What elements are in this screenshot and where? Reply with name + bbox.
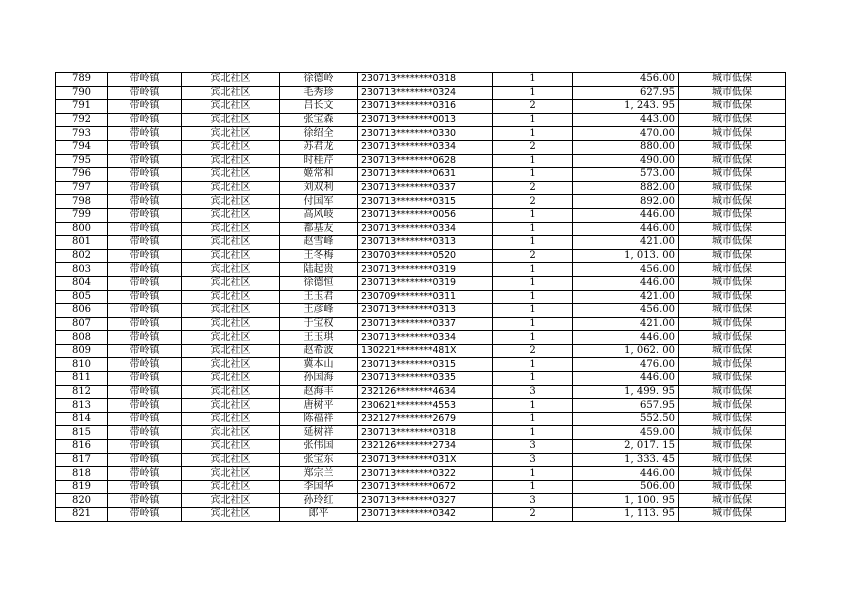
town-cell: 带岭镇 <box>108 358 182 372</box>
row-number-cell: 815 <box>56 426 108 440</box>
table-row <box>56 222 786 236</box>
amount-cell: 506.00 <box>573 480 679 494</box>
id-number-cell: 230713********0324 <box>358 86 493 100</box>
town-cell: 带岭镇 <box>108 304 182 318</box>
household-size-cell: 1 <box>493 467 573 481</box>
table-row <box>56 195 786 209</box>
assistance-type-cell: 城市低保 <box>679 73 786 87</box>
town-cell: 带岭镇 <box>108 73 182 87</box>
amount-cell: 456.00 <box>573 263 679 277</box>
community-cell: 宾北社区 <box>182 494 280 508</box>
name-cell: 刘双利 <box>280 181 358 195</box>
town-cell: 带岭镇 <box>108 480 182 494</box>
town-cell: 带岭镇 <box>108 249 182 263</box>
assistance-type-cell: 城市低保 <box>679 140 786 154</box>
assistance-type-cell: 城市低保 <box>679 331 786 345</box>
assistance-type-cell: 城市低保 <box>679 412 786 426</box>
name-cell: 张伟国 <box>280 440 358 454</box>
name-cell: 李国华 <box>280 480 358 494</box>
assistance-type-cell: 城市低保 <box>679 208 786 222</box>
household-size-cell: 2 <box>493 344 573 358</box>
name-cell: 孙国海 <box>280 372 358 386</box>
amount-cell: 573.00 <box>573 168 679 182</box>
name-cell: 郎平 <box>280 508 358 522</box>
table-row <box>56 249 786 263</box>
town-cell: 带岭镇 <box>108 208 182 222</box>
id-number-cell: 230713********0672 <box>358 480 493 494</box>
table-row <box>56 372 786 386</box>
community-cell: 宾北社区 <box>182 127 280 141</box>
amount-cell: 552.50 <box>573 412 679 426</box>
amount-cell: 1, 062. 00 <box>573 344 679 358</box>
row-number-cell: 805 <box>56 290 108 304</box>
assistance-type-cell: 城市低保 <box>679 276 786 290</box>
table-row <box>56 467 786 481</box>
town-cell: 带岭镇 <box>108 140 182 154</box>
id-number-cell: 230713********0335 <box>358 372 493 386</box>
town-cell: 带岭镇 <box>108 385 182 399</box>
table-row <box>56 276 786 290</box>
name-cell: 徐绍全 <box>280 127 358 141</box>
household-size-cell: 2 <box>493 249 573 263</box>
amount-cell: 446.00 <box>573 372 679 386</box>
amount-cell: 421.00 <box>573 236 679 250</box>
amount-cell: 446.00 <box>573 208 679 222</box>
name-cell: 陈福祥 <box>280 412 358 426</box>
id-number-cell: 230713********0337 <box>358 181 493 195</box>
household-size-cell: 1 <box>493 222 573 236</box>
community-cell: 宾北社区 <box>182 73 280 87</box>
id-number-cell: 230713********0330 <box>358 127 493 141</box>
id-number-cell: 230713********0628 <box>358 154 493 168</box>
name-cell: 徐德岭 <box>280 73 358 87</box>
assistance-type-cell: 城市低保 <box>679 222 786 236</box>
assistance-type-cell: 城市低保 <box>679 453 786 467</box>
id-number-cell: 230713********0313 <box>358 236 493 250</box>
town-cell: 带岭镇 <box>108 426 182 440</box>
name-cell: 陆起贵 <box>280 263 358 277</box>
town-cell: 带岭镇 <box>108 236 182 250</box>
name-cell: 苏君龙 <box>280 140 358 154</box>
table-row <box>56 358 786 372</box>
assistance-type-cell: 城市低保 <box>679 508 786 522</box>
table-row <box>56 412 786 426</box>
community-cell: 宾北社区 <box>182 100 280 114</box>
name-cell: 赵海丰 <box>280 385 358 399</box>
row-number-cell: 789 <box>56 73 108 87</box>
community-cell: 宾北社区 <box>182 385 280 399</box>
table-row <box>56 440 786 454</box>
name-cell: 张宝东 <box>280 453 358 467</box>
town-cell: 带岭镇 <box>108 181 182 195</box>
table-row <box>56 154 786 168</box>
community-cell: 宾北社区 <box>182 453 280 467</box>
row-number-cell: 797 <box>56 181 108 195</box>
community-cell: 宾北社区 <box>182 195 280 209</box>
id-number-cell: 230713********0631 <box>358 168 493 182</box>
amount-cell: 490.00 <box>573 154 679 168</box>
id-number-cell: 230713********0334 <box>358 140 493 154</box>
assistance-type-cell: 城市低保 <box>679 372 786 386</box>
table-row <box>56 385 786 399</box>
name-cell: 延树祥 <box>280 426 358 440</box>
household-size-cell: 1 <box>493 358 573 372</box>
name-cell: 王玉琪 <box>280 331 358 345</box>
community-cell: 宾北社区 <box>182 113 280 127</box>
row-number-cell: 798 <box>56 195 108 209</box>
community-cell: 宾北社区 <box>182 263 280 277</box>
assistance-type-cell: 城市低保 <box>679 100 786 114</box>
town-cell: 带岭镇 <box>108 412 182 426</box>
name-cell: 赵希波 <box>280 344 358 358</box>
town-cell: 带岭镇 <box>108 100 182 114</box>
table-row <box>56 100 786 114</box>
community-cell: 宾北社区 <box>182 236 280 250</box>
name-cell: 吕长文 <box>280 100 358 114</box>
amount-cell: 446.00 <box>573 222 679 236</box>
community-cell: 宾北社区 <box>182 208 280 222</box>
assistance-type-cell: 城市低保 <box>679 317 786 331</box>
row-number-cell: 799 <box>56 208 108 222</box>
amount-cell: 882.00 <box>573 181 679 195</box>
table-row <box>56 263 786 277</box>
town-cell: 带岭镇 <box>108 317 182 331</box>
assistance-type-cell: 城市低保 <box>679 113 786 127</box>
household-size-cell: 1 <box>493 426 573 440</box>
name-cell: 唐树平 <box>280 399 358 413</box>
town-cell: 带岭镇 <box>108 276 182 290</box>
household-size-cell: 1 <box>493 331 573 345</box>
assistance-type-cell: 城市低保 <box>679 385 786 399</box>
row-number-cell: 820 <box>56 494 108 508</box>
assistance-type-cell: 城市低保 <box>679 249 786 263</box>
row-number-cell: 812 <box>56 385 108 399</box>
household-size-cell: 1 <box>493 236 573 250</box>
name-cell: 都基友 <box>280 222 358 236</box>
community-cell: 宾北社区 <box>182 304 280 318</box>
assistance-type-cell: 城市低保 <box>679 263 786 277</box>
name-cell: 冀本山 <box>280 358 358 372</box>
row-number-cell: 817 <box>56 453 108 467</box>
household-size-cell: 3 <box>493 494 573 508</box>
household-size-cell: 1 <box>493 412 573 426</box>
id-number-cell: 230713********0334 <box>358 222 493 236</box>
id-number-cell: 230713********0337 <box>358 317 493 331</box>
table-row <box>56 508 786 522</box>
community-cell: 宾北社区 <box>182 358 280 372</box>
assistance-type-cell: 城市低保 <box>679 168 786 182</box>
assistance-type-cell: 城市低保 <box>679 195 786 209</box>
table-row <box>56 494 786 508</box>
household-size-cell: 3 <box>493 385 573 399</box>
household-size-cell: 1 <box>493 480 573 494</box>
amount-cell: 1, 113. 95 <box>573 508 679 522</box>
name-cell: 王冬梅 <box>280 249 358 263</box>
amount-cell: 1, 013. 00 <box>573 249 679 263</box>
id-number-cell: 230703********0520 <box>358 249 493 263</box>
community-cell: 宾北社区 <box>182 86 280 100</box>
row-number-cell: 795 <box>56 154 108 168</box>
id-number-cell: 230713********0318 <box>358 426 493 440</box>
id-number-cell: 230713********0327 <box>358 494 493 508</box>
id-number-cell: 230713********0342 <box>358 508 493 522</box>
table-row <box>56 140 786 154</box>
table-row <box>56 127 786 141</box>
name-cell: 高风岐 <box>280 208 358 222</box>
assistance-type-cell: 城市低保 <box>679 344 786 358</box>
amount-cell: 2, 017. 15 <box>573 440 679 454</box>
assistance-type-cell: 城市低保 <box>679 236 786 250</box>
household-size-cell: 3 <box>493 453 573 467</box>
row-number-cell: 793 <box>56 127 108 141</box>
amount-cell: 470.00 <box>573 127 679 141</box>
household-size-cell: 2 <box>493 508 573 522</box>
town-cell: 带岭镇 <box>108 290 182 304</box>
community-cell: 宾北社区 <box>182 344 280 358</box>
row-number-cell: 818 <box>56 467 108 481</box>
assistance-type-cell: 城市低保 <box>679 290 786 304</box>
community-cell: 宾北社区 <box>182 168 280 182</box>
assistance-type-cell: 城市低保 <box>679 494 786 508</box>
amount-cell: 880.00 <box>573 140 679 154</box>
row-number-cell: 803 <box>56 263 108 277</box>
assistance-type-cell: 城市低保 <box>679 467 786 481</box>
town-cell: 带岭镇 <box>108 508 182 522</box>
table-row <box>56 236 786 250</box>
name-cell: 于宝权 <box>280 317 358 331</box>
community-cell: 宾北社区 <box>182 154 280 168</box>
table-row <box>56 480 786 494</box>
town-cell: 带岭镇 <box>108 154 182 168</box>
household-size-cell: 1 <box>493 263 573 277</box>
row-number-cell: 809 <box>56 344 108 358</box>
row-number-cell: 801 <box>56 236 108 250</box>
assistance-type-cell: 城市低保 <box>679 181 786 195</box>
id-number-cell: 230621********4553 <box>358 399 493 413</box>
community-cell: 宾北社区 <box>182 399 280 413</box>
amount-cell: 892.00 <box>573 195 679 209</box>
household-size-cell: 1 <box>493 317 573 331</box>
town-cell: 带岭镇 <box>108 263 182 277</box>
town-cell: 带岭镇 <box>108 86 182 100</box>
amount-cell: 446.00 <box>573 467 679 481</box>
table-row <box>56 344 786 358</box>
row-number-cell: 811 <box>56 372 108 386</box>
table-row <box>56 426 786 440</box>
id-number-cell: 230713********0315 <box>358 358 493 372</box>
town-cell: 带岭镇 <box>108 168 182 182</box>
table-row <box>56 113 786 127</box>
town-cell: 带岭镇 <box>108 467 182 481</box>
assistance-type-cell: 城市低保 <box>679 440 786 454</box>
id-number-cell: 230713********0315 <box>358 195 493 209</box>
household-size-cell: 1 <box>493 304 573 318</box>
name-cell: 付国军 <box>280 195 358 209</box>
household-size-cell: 1 <box>493 276 573 290</box>
community-cell: 宾北社区 <box>182 276 280 290</box>
community-cell: 宾北社区 <box>182 440 280 454</box>
id-number-cell: 232126********4634 <box>358 385 493 399</box>
amount-cell: 1, 243. 95 <box>573 100 679 114</box>
row-number-cell: 814 <box>56 412 108 426</box>
town-cell: 带岭镇 <box>108 453 182 467</box>
name-cell: 姬常和 <box>280 168 358 182</box>
table-row <box>56 304 786 318</box>
town-cell: 带岭镇 <box>108 331 182 345</box>
id-number-cell: 230713********0056 <box>358 208 493 222</box>
row-number-cell: 807 <box>56 317 108 331</box>
amount-cell: 459.00 <box>573 426 679 440</box>
row-number-cell: 804 <box>56 276 108 290</box>
table-row <box>56 453 786 467</box>
amount-cell: 1, 100. 95 <box>573 494 679 508</box>
table-row <box>56 317 786 331</box>
row-number-cell: 791 <box>56 100 108 114</box>
community-cell: 宾北社区 <box>182 222 280 236</box>
row-number-cell: 810 <box>56 358 108 372</box>
household-size-cell: 2 <box>493 181 573 195</box>
household-size-cell: 1 <box>493 127 573 141</box>
town-cell: 带岭镇 <box>108 222 182 236</box>
table-body <box>56 73 786 522</box>
household-size-cell: 1 <box>493 154 573 168</box>
community-cell: 宾北社区 <box>182 331 280 345</box>
amount-cell: 1, 333. 45 <box>573 453 679 467</box>
row-number-cell: 808 <box>56 331 108 345</box>
town-cell: 带岭镇 <box>108 127 182 141</box>
id-number-cell: 230713********0319 <box>358 263 493 277</box>
id-number-cell: 230713********0318 <box>358 73 493 87</box>
community-cell: 宾北社区 <box>182 480 280 494</box>
town-cell: 带岭镇 <box>108 494 182 508</box>
community-cell: 宾北社区 <box>182 372 280 386</box>
assistance-type-cell: 城市低保 <box>679 480 786 494</box>
row-number-cell: 816 <box>56 440 108 454</box>
table-row <box>56 290 786 304</box>
amount-cell: 421.00 <box>573 317 679 331</box>
assistance-type-cell: 城市低保 <box>679 86 786 100</box>
row-number-cell: 821 <box>56 508 108 522</box>
amount-cell: 627.95 <box>573 86 679 100</box>
household-size-cell: 3 <box>493 440 573 454</box>
household-size-cell: 2 <box>493 195 573 209</box>
assistance-type-cell: 城市低保 <box>679 399 786 413</box>
table-row <box>56 73 786 87</box>
amount-cell: 456.00 <box>573 304 679 318</box>
town-cell: 带岭镇 <box>108 399 182 413</box>
community-cell: 宾北社区 <box>182 412 280 426</box>
row-number-cell: 796 <box>56 168 108 182</box>
table-row <box>56 181 786 195</box>
row-number-cell: 819 <box>56 480 108 494</box>
household-size-cell: 1 <box>493 113 573 127</box>
amount-cell: 446.00 <box>573 331 679 345</box>
table-row <box>56 86 786 100</box>
relief-roster-table <box>55 72 786 522</box>
id-number-cell: 230713********0319 <box>358 276 493 290</box>
household-size-cell: 1 <box>493 399 573 413</box>
id-number-cell: 230713********0316 <box>358 100 493 114</box>
household-size-cell: 1 <box>493 290 573 304</box>
assistance-type-cell: 城市低保 <box>679 426 786 440</box>
town-cell: 带岭镇 <box>108 440 182 454</box>
name-cell: 郑宗兰 <box>280 467 358 481</box>
id-number-cell: 230713********031X <box>358 453 493 467</box>
community-cell: 宾北社区 <box>182 249 280 263</box>
amount-cell: 476.00 <box>573 358 679 372</box>
community-cell: 宾北社区 <box>182 426 280 440</box>
town-cell: 带岭镇 <box>108 113 182 127</box>
name-cell: 王彦峰 <box>280 304 358 318</box>
id-number-cell: 232126********2734 <box>358 440 493 454</box>
id-number-cell: 230713********0013 <box>358 113 493 127</box>
row-number-cell: 790 <box>56 86 108 100</box>
assistance-type-cell: 城市低保 <box>679 154 786 168</box>
town-cell: 带岭镇 <box>108 195 182 209</box>
name-cell: 孙玲红 <box>280 494 358 508</box>
community-cell: 宾北社区 <box>182 181 280 195</box>
community-cell: 宾北社区 <box>182 317 280 331</box>
table-row <box>56 168 786 182</box>
row-number-cell: 806 <box>56 304 108 318</box>
household-size-cell: 2 <box>493 140 573 154</box>
table-row <box>56 208 786 222</box>
row-number-cell: 802 <box>56 249 108 263</box>
community-cell: 宾北社区 <box>182 290 280 304</box>
amount-cell: 456.00 <box>573 73 679 87</box>
household-size-cell: 1 <box>493 86 573 100</box>
name-cell: 毛秀珍 <box>280 86 358 100</box>
row-number-cell: 792 <box>56 113 108 127</box>
id-number-cell: 130221********481X <box>358 344 493 358</box>
name-cell: 王玉君 <box>280 290 358 304</box>
household-size-cell: 1 <box>493 208 573 222</box>
amount-cell: 1, 499. 95 <box>573 385 679 399</box>
household-size-cell: 1 <box>493 168 573 182</box>
community-cell: 宾北社区 <box>182 140 280 154</box>
table-row <box>56 331 786 345</box>
name-cell: 张宝森 <box>280 113 358 127</box>
amount-cell: 446.00 <box>573 276 679 290</box>
name-cell: 赵雪峰 <box>280 236 358 250</box>
id-number-cell: 232127********2679 <box>358 412 493 426</box>
name-cell: 时桂芹 <box>280 154 358 168</box>
row-number-cell: 794 <box>56 140 108 154</box>
row-number-cell: 813 <box>56 399 108 413</box>
community-cell: 宾北社区 <box>182 508 280 522</box>
assistance-type-cell: 城市低保 <box>679 304 786 318</box>
household-size-cell: 1 <box>493 73 573 87</box>
assistance-type-cell: 城市低保 <box>679 358 786 372</box>
id-number-cell: 230713********0322 <box>358 467 493 481</box>
amount-cell: 443.00 <box>573 113 679 127</box>
id-number-cell: 230713********0334 <box>358 331 493 345</box>
town-cell: 带岭镇 <box>108 372 182 386</box>
community-cell: 宾北社区 <box>182 467 280 481</box>
town-cell: 带岭镇 <box>108 344 182 358</box>
household-size-cell: 2 <box>493 100 573 114</box>
amount-cell: 657.95 <box>573 399 679 413</box>
table-row <box>56 399 786 413</box>
amount-cell: 421.00 <box>573 290 679 304</box>
assistance-type-cell: 城市低保 <box>679 127 786 141</box>
id-number-cell: 230713********0313 <box>358 304 493 318</box>
row-number-cell: 800 <box>56 222 108 236</box>
id-number-cell: 230709********0311 <box>358 290 493 304</box>
name-cell: 徐德恒 <box>280 276 358 290</box>
household-size-cell: 1 <box>493 372 573 386</box>
